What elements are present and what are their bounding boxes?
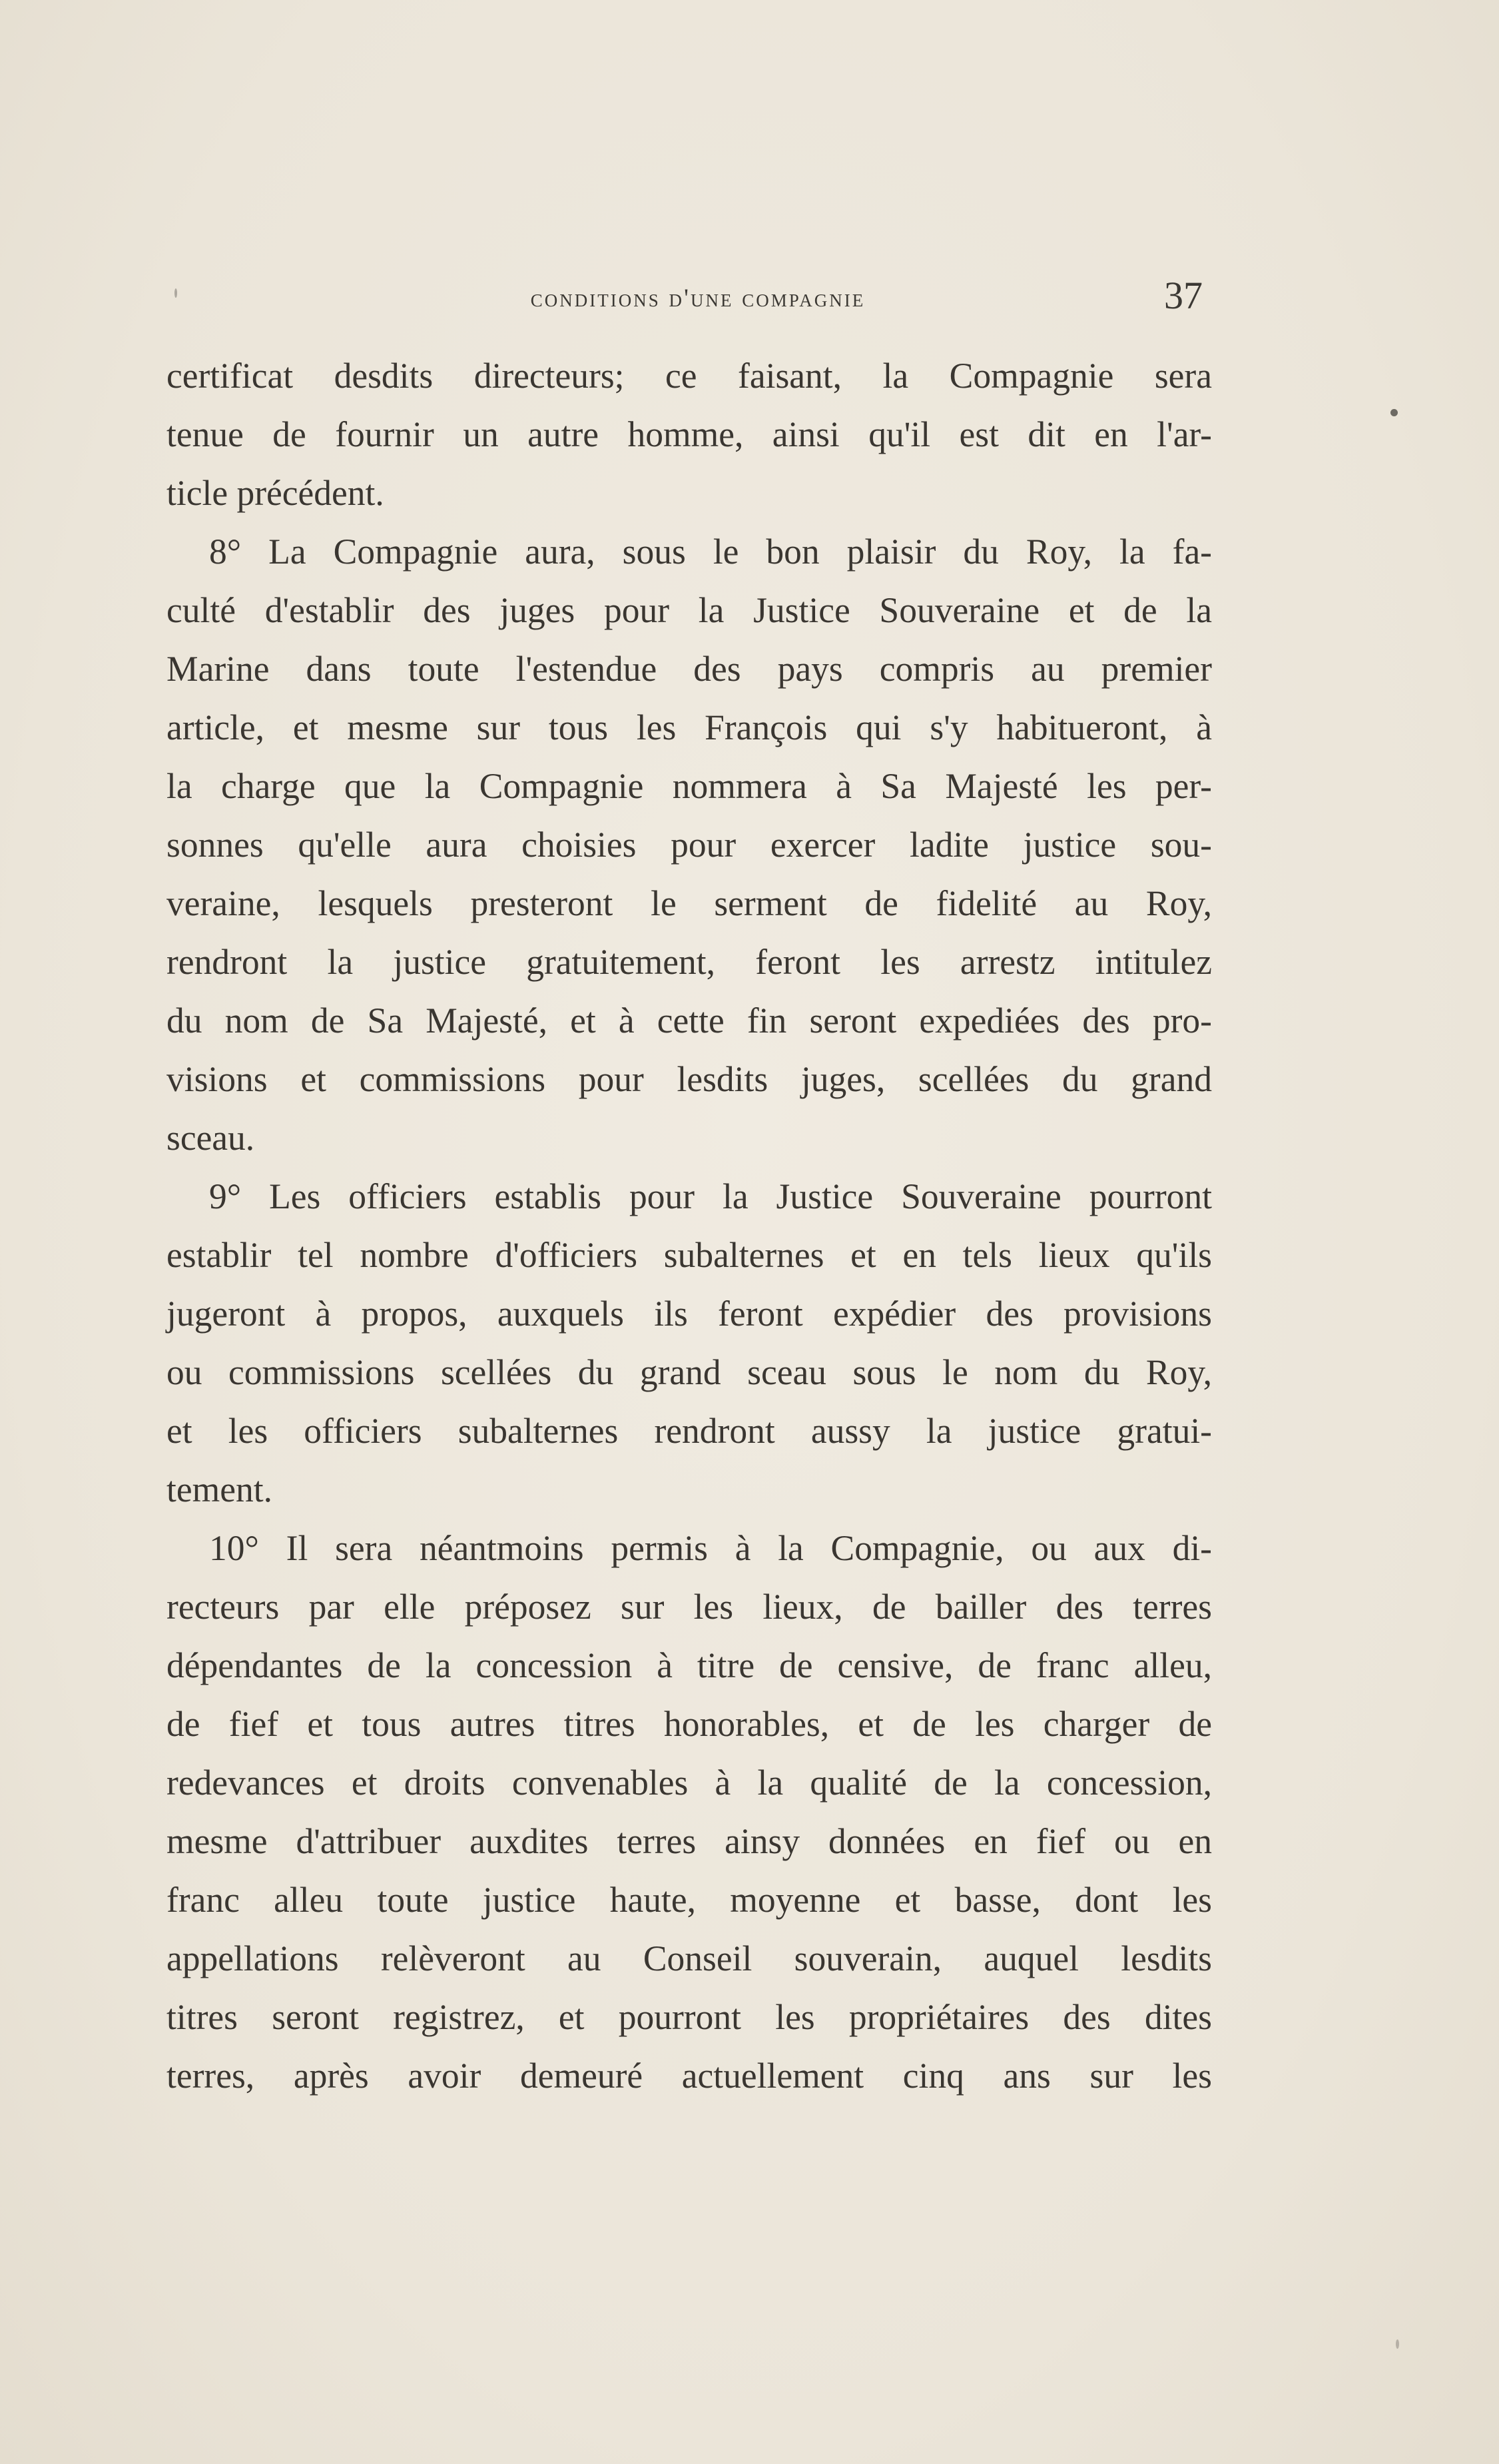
text-line: appellations relèveront au Conseil souverain, auquel lesdits	[166, 1938, 1212, 1978]
text-line: veraine, lesquels presteront le serment de fidelité au Roy,	[166, 883, 1212, 923]
text-line: franc alleu toute justice haute, moyenne et basse, dont les	[166, 1880, 1212, 1920]
text-line: sonnes qu'elle aura choisies pour exercer ladite justice sou-	[166, 825, 1212, 865]
text-line: terres, après avoir demeuré actuellement cinq ans sur les	[166, 2056, 1212, 2096]
page-number: 37	[1164, 274, 1203, 317]
text-line: 9° Les officiers establis pour la Justice Souveraine pourront	[209, 1176, 1212, 1216]
text-line: recteurs par elle préposez sur les lieux, de bailler des terres	[166, 1587, 1212, 1627]
text-line: tement.	[166, 1469, 272, 1509]
paper-speck	[174, 288, 177, 298]
text-line: rendront la justice gratuitement, feront les arrestz intitulez	[166, 942, 1212, 982]
text-line: culté d'establir des juges pour la Justice Souveraine et de la	[166, 590, 1212, 630]
running-head: conditions d'une compagnie	[530, 284, 866, 312]
text-line: Marine dans toute l'estendue des pays compris au premier	[166, 649, 1212, 689]
text-line: visions et commissions pour lesdits juges, scellées du grand	[166, 1059, 1212, 1099]
text-line: certificat desdits directeurs; ce faisant, la Compagnie sera	[166, 356, 1212, 396]
text-line: ticle précédent.	[166, 473, 384, 513]
text-line: 10° Il sera néantmoins permis à la Compagnie, ou aux di-	[209, 1528, 1212, 1568]
paper-speck	[1396, 2339, 1399, 2349]
text-line: jugeront à propos, auxquels ils feront expédier des provisions	[166, 1294, 1212, 1334]
text-line: tenue de fournir un autre homme, ainsi qu'il est dit en l'ar-	[166, 414, 1212, 454]
text-line: establir tel nombre d'officiers subalternes et en tels lieux qu'ils	[166, 1235, 1212, 1275]
text-line: de fief et tous autres titres honorables, et de les charger de	[166, 1704, 1212, 1744]
text-line: mesme d'attribuer auxdites terres ainsy données en fief ou en	[166, 1821, 1212, 1861]
text-line: du nom de Sa Majesté, et à cette fin seront expediées des pro-	[166, 1001, 1212, 1040]
text-line: et les officiers subalternes rendront aussy la justice gratui-	[166, 1411, 1212, 1451]
paper-speck	[1390, 409, 1398, 416]
text-line: 8° La Compagnie aura, sous le bon plaisir du Roy, la fa-	[209, 532, 1212, 572]
text-line: dépendantes de la concession à titre de censive, de franc alleu,	[166, 1645, 1212, 1685]
text-line: la charge que la Compagnie nommera à Sa Majesté les per-	[166, 766, 1212, 806]
text-line: titres seront registrez, et pourront les propriétaires des dites	[166, 1997, 1212, 2037]
body-text	[166, 346, 1212, 2105]
text-line: ou commissions scellées du grand sceau sous le nom du Roy,	[166, 1352, 1212, 1392]
text-line: redevances et droits convenables à la qualité de la concession,	[166, 1763, 1212, 1803]
text-line: article, et mesme sur tous les François qui s'y habitueront, à	[166, 707, 1212, 747]
text-line: sceau.	[166, 1118, 255, 1158]
